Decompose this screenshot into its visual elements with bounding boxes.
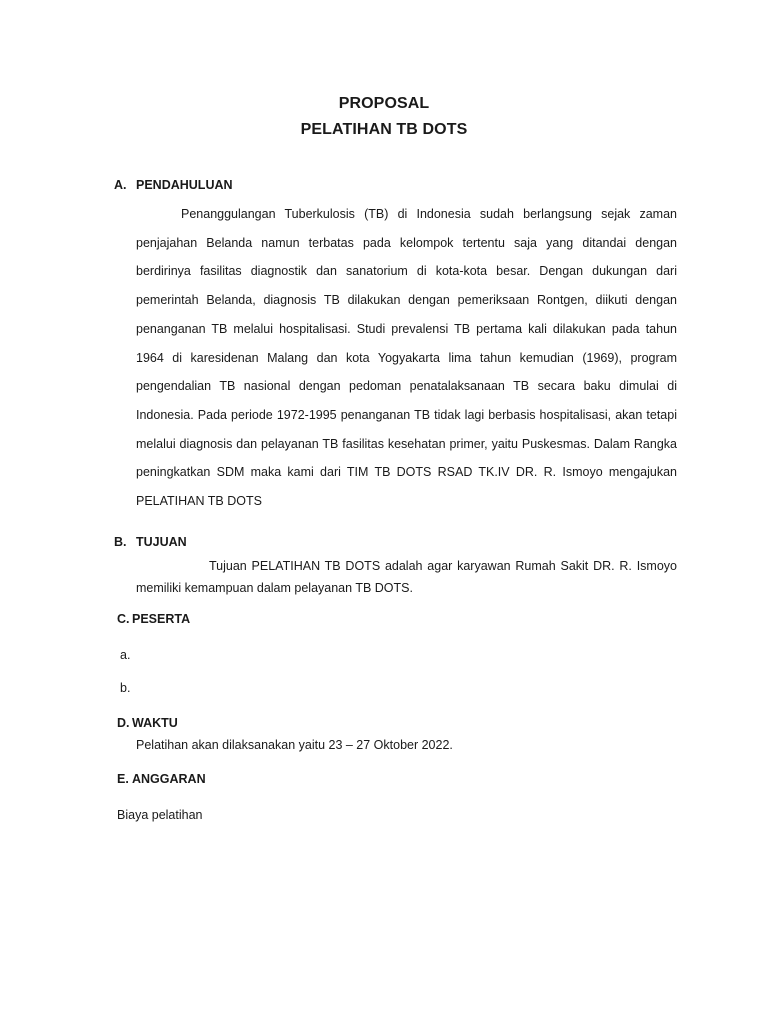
document-title: PROPOSAL xyxy=(338,95,430,112)
section-a-heading xyxy=(114,178,233,192)
section-e-heading xyxy=(117,772,206,786)
section-e-letter: E. xyxy=(117,772,129,786)
section-b-body: Tujuan PELATIHAN TB DOTS adalah agar karyawan Rumah Sakit DR. R. Ismoyo memiliki kemampuan dalam pelayanan TB DOTS. xyxy=(136,559,677,595)
section-a-body: Penanggulangan Tuberkulosis (TB) di Indonesia sudah berlangsung sejak zaman penjajahan Belanda namun terbatas pada kelompok tertentu saja yang ditandai dengan berdirinya fasilitas diagnostik dan sanatorium di kota-kota besar. Dengan dukungan dari pemerintah Belanda, diagnosis TB dilakukan dengan pemeriksaan Rontgen, diikuti dengan penanganan TB melalui hospitalisasi. Studi prevalensi TB pertama kali dilakukan pada tahun 1964 di karesidenan Malang dan kota Yogyakarta lima tahun kemudian (1969), program pengendalian TB nasional dengan pedoman penatalaksanaan TB secara baku dimulai di Indonesia. Pada periode 1972-1995 penanganan TB tidak lagi berbasis hospitalisasi, akan tetapi melalui diagnosis dan pelayanan TB fasilitas kesehatan primer, yaitu Puskesmas. Dalam Rangka peningkatkan SDM maka kami dari TIM TB DOTS RSAD TK.IV DR. R. Ismoyo mengajukan PELATIHAN TB DOTS xyxy=(136,207,677,509)
section-d-letter: D. xyxy=(117,716,130,730)
peserta-item-a: a. xyxy=(120,648,131,662)
section-a-letter: A. xyxy=(114,178,127,192)
section-e-title: ANGGARAN xyxy=(132,772,206,786)
document-subtitle: PELATIHAN TB DOTS xyxy=(300,121,468,138)
section-b-title: TUJUAN xyxy=(136,535,187,549)
section-d-title: WAKTU xyxy=(132,716,178,730)
section-b-letter: B. xyxy=(114,535,127,549)
section-b-heading xyxy=(114,535,187,549)
section-c-letter: C. xyxy=(117,612,130,626)
section-c-heading xyxy=(117,612,190,626)
section-a-title: PENDAHULUAN xyxy=(136,178,233,192)
section-c-title: PESERTA xyxy=(132,612,191,626)
section-d-heading xyxy=(117,716,178,730)
section-e-body: Biaya pelatihan xyxy=(117,808,203,822)
peserta-item-b: b. xyxy=(120,681,131,695)
section-d-body: Pelatihan akan dilaksanakan yaitu 23 – 27 Oktober 2022. xyxy=(136,738,453,752)
